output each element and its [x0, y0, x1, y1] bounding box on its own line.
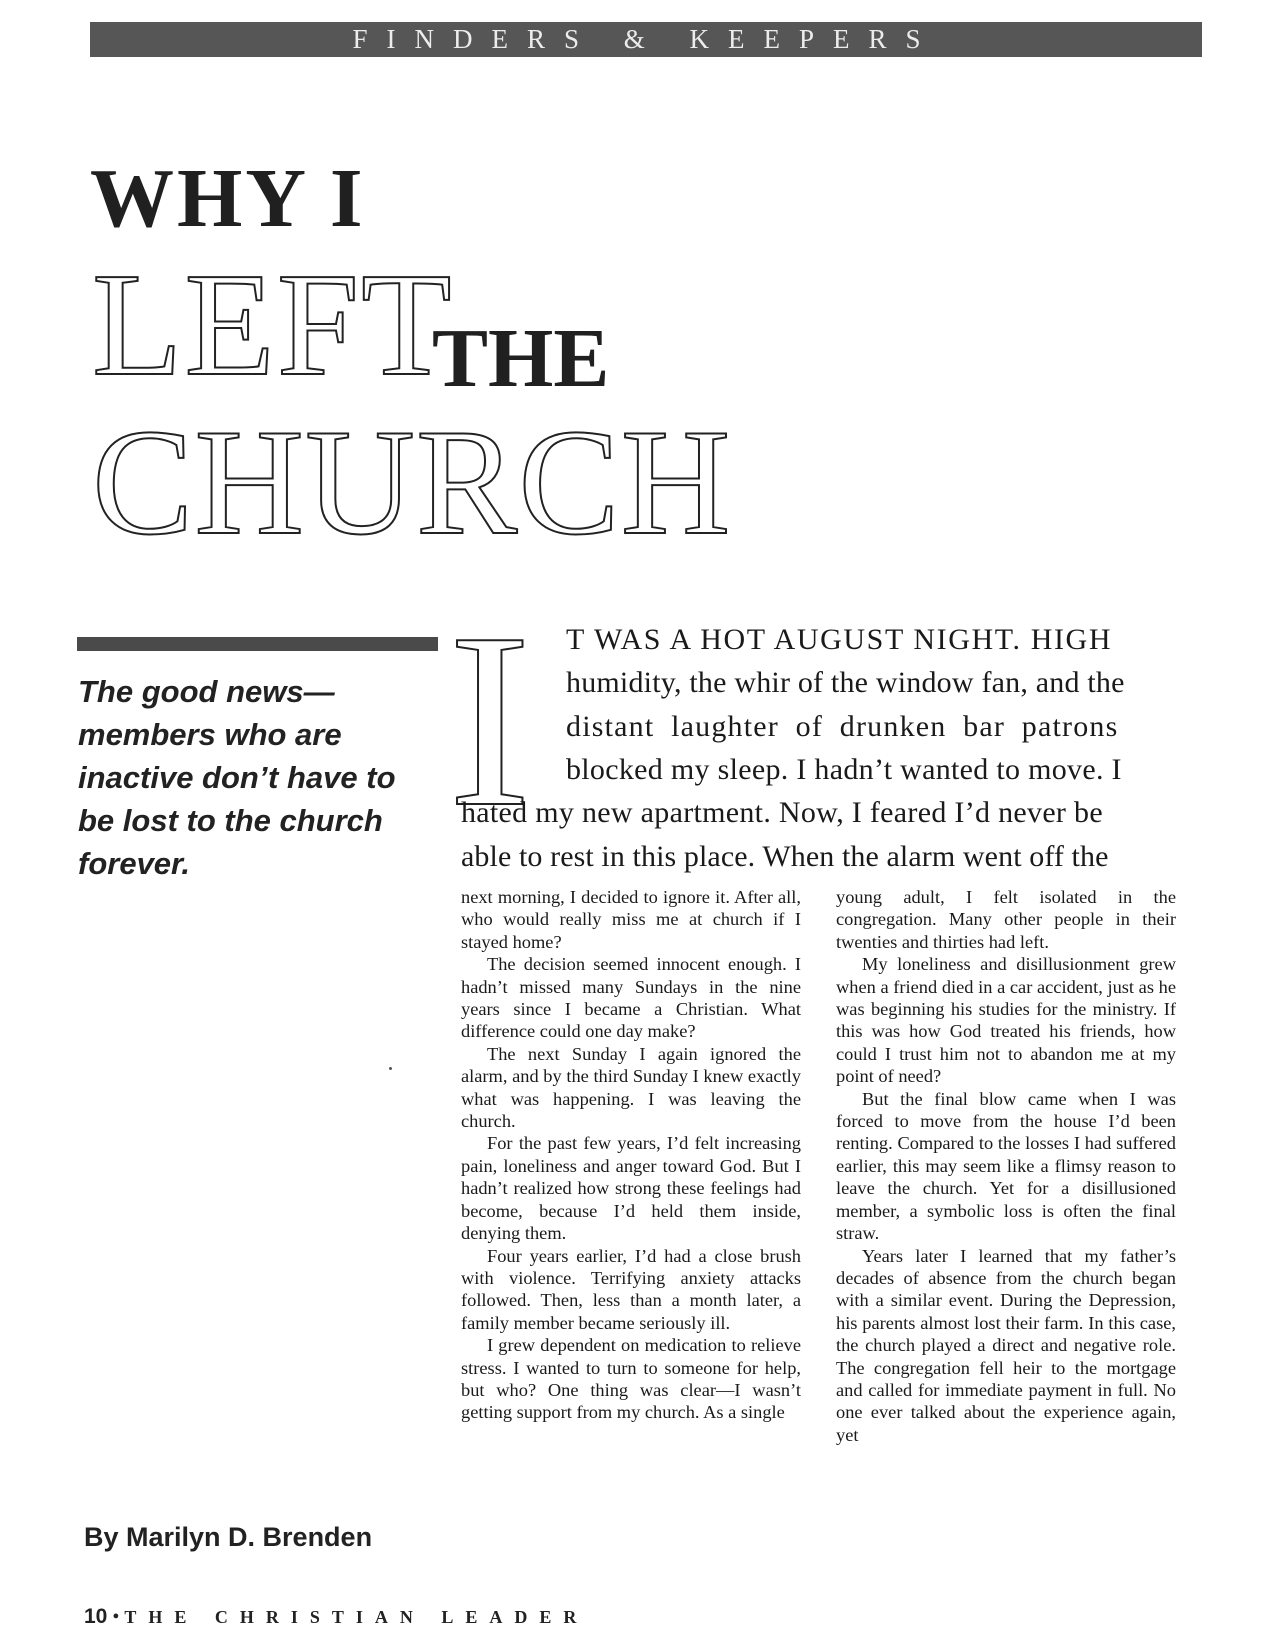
body-column-1 [461, 886, 801, 1424]
paragraph: The next Sunday I again ignored the alarm, and by the third Sunday I knew exactly what was happening. I was leaving the church. [461, 1043, 801, 1132]
publication-name: THE CHRISTIAN LEADER [124, 1607, 589, 1627]
lead-line: distant laughter of drunken bar patrons [566, 710, 1119, 743]
lead-line: humidity, the whir of the window fan, and the [566, 666, 1125, 699]
paragraph: Years later I learned that my father’s decades of absence from the church began with a similar event. During the Depression, his parents almost lost their farm. In this case, the church played a direct and negative role. The congregation fell heir to the mortgage and called for immediate payment in full. No one ever talked about the experience again, yet [836, 1245, 1176, 1445]
drop-cap: I [448, 582, 532, 859]
lead-line: hated my new apartment. Now, I feared I’d never be [461, 796, 1103, 829]
lead-line: T WAS A HOT AUGUST NIGHT. HIGH [566, 623, 1113, 656]
page-footer [84, 1605, 588, 1629]
headline-the: THE [432, 312, 610, 405]
paragraph: The decision seemed innocent enough. I hadn’t missed many Sundays in the nine years since I became a Christian. What difference could one day make? [461, 954, 801, 1042]
headline-left: LEFT [92, 243, 454, 407]
section-banner: FINDERS & KEEPERS [90, 22, 1202, 57]
paragraph: My loneliness and disillusionment grew when a friend died in a car accident, just as he was beginning his studies for the ministry. If this was how God treated his friends, how could I trust him not to abandon me at my point of need? [836, 954, 1176, 1087]
paragraph: Four years earlier, I’d had a close brush with violence. Terrifying anxiety attacks followed. Then, less than a month later, a family member became seriously ill. [461, 1245, 801, 1333]
lead-line: able to rest in this place. When the alarm went off the [461, 840, 1109, 873]
footer-separator: • [112, 1606, 120, 1628]
paragraph: next morning, I decided to ignore it. After all, who would really miss me at church if I stayed home? [461, 887, 801, 952]
pull-quote-rule [77, 637, 438, 651]
headline-why-i: WHY I [90, 152, 366, 245]
paragraph: For the past few years, I’d felt increasing pain, loneliness and anger toward God. But I hadn’t realized how strong these feelings had become, because I’d held them inside, denying them. [461, 1133, 801, 1244]
pull-quote: The good news—members who are inactive don’t have to be lost to the church forever. [78, 674, 396, 881]
paragraph: young adult, I felt isolated in the congregation. Many other people in their twenties and thirties had left. [836, 887, 1176, 952]
paragraph: I grew dependent on medication to relieve stress. I wanted to turn to someone for help, but who? One thing was clear—I wasn’t getting support from my church. As a single [461, 1335, 801, 1423]
headline-church: CHURCH [92, 398, 732, 566]
body-column-2 [836, 886, 1176, 1446]
paragraph: But the final blow came when I was forced to move from the house I’d been renting. Compared to the losses I had suffered earlier, this may seem like a flimsy reason to leave the church. Yet for a disillusioned member, a symbolic loss is often the final straw. [836, 1088, 1176, 1244]
stray-dot [389, 1067, 392, 1070]
lead-line: blocked my sleep. I hadn’t wanted to move. I [566, 753, 1122, 786]
byline: By Marilyn D. Brenden [84, 1522, 373, 1552]
page-number: 10 [84, 1605, 108, 1628]
